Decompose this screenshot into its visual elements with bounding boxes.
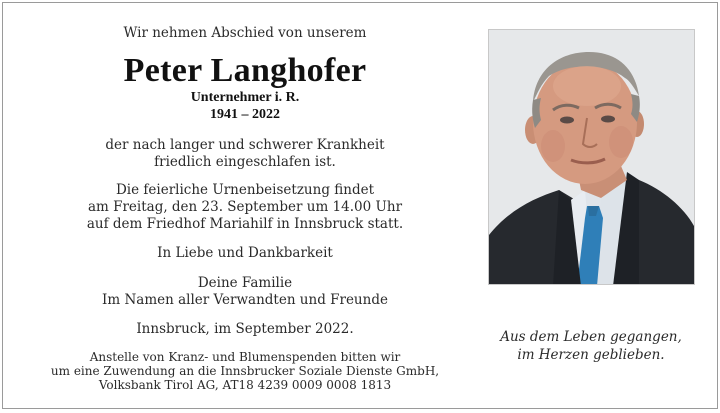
donation-line-3: Volksbank Tirol AG, AT18 4239 0009 0008 1813 xyxy=(98,378,392,392)
ceremony-line-3: auf dem Friedhof Mariahilf in Innsbruck statt. xyxy=(86,216,404,232)
family-line-1: Deine Familie xyxy=(197,275,293,291)
passing-line-2: friedlich eingeschlafen ist. xyxy=(154,154,336,170)
memorial-motto xyxy=(483,328,699,364)
love-line: In Liebe und Dankbarkeit xyxy=(157,245,333,261)
donation-line-1: Anstelle von Kranz- und Blumenspenden bitten wir xyxy=(89,350,401,364)
obituary-notice xyxy=(2,2,718,409)
donation-line-2: um eine Zuwendung an die Innsbrucker Soziale Dienste GmbH, xyxy=(50,364,440,378)
family-line-2: Im Namen aller Verwandten und Freunde xyxy=(102,292,388,308)
deceased-role: Unternehmer i. R. xyxy=(190,90,300,105)
ceremony-line-2: am Freitag, den 23. September um 14.00 Uhr xyxy=(87,199,403,215)
motto-line-1: Aus dem Leben gegangen, xyxy=(500,329,682,345)
portrait-illustration xyxy=(489,30,695,285)
obituary-text-column xyxy=(9,3,481,408)
passing-line-1: der nach langer und schwerer Krankheit xyxy=(105,137,385,153)
life-years: 1941 – 2022 xyxy=(210,107,280,122)
motto-line-2: im Herzen geblieben. xyxy=(517,347,665,363)
ceremony-line-1: Die feierliche Urnenbeisetzung findet xyxy=(115,182,375,198)
intro-line: Wir nehmen Abschied von unserem xyxy=(123,25,367,41)
deceased-name: Peter Langhofer xyxy=(123,52,367,89)
place-date-line: Innsbruck, im September 2022. xyxy=(136,321,354,337)
portrait-photo xyxy=(488,29,695,285)
